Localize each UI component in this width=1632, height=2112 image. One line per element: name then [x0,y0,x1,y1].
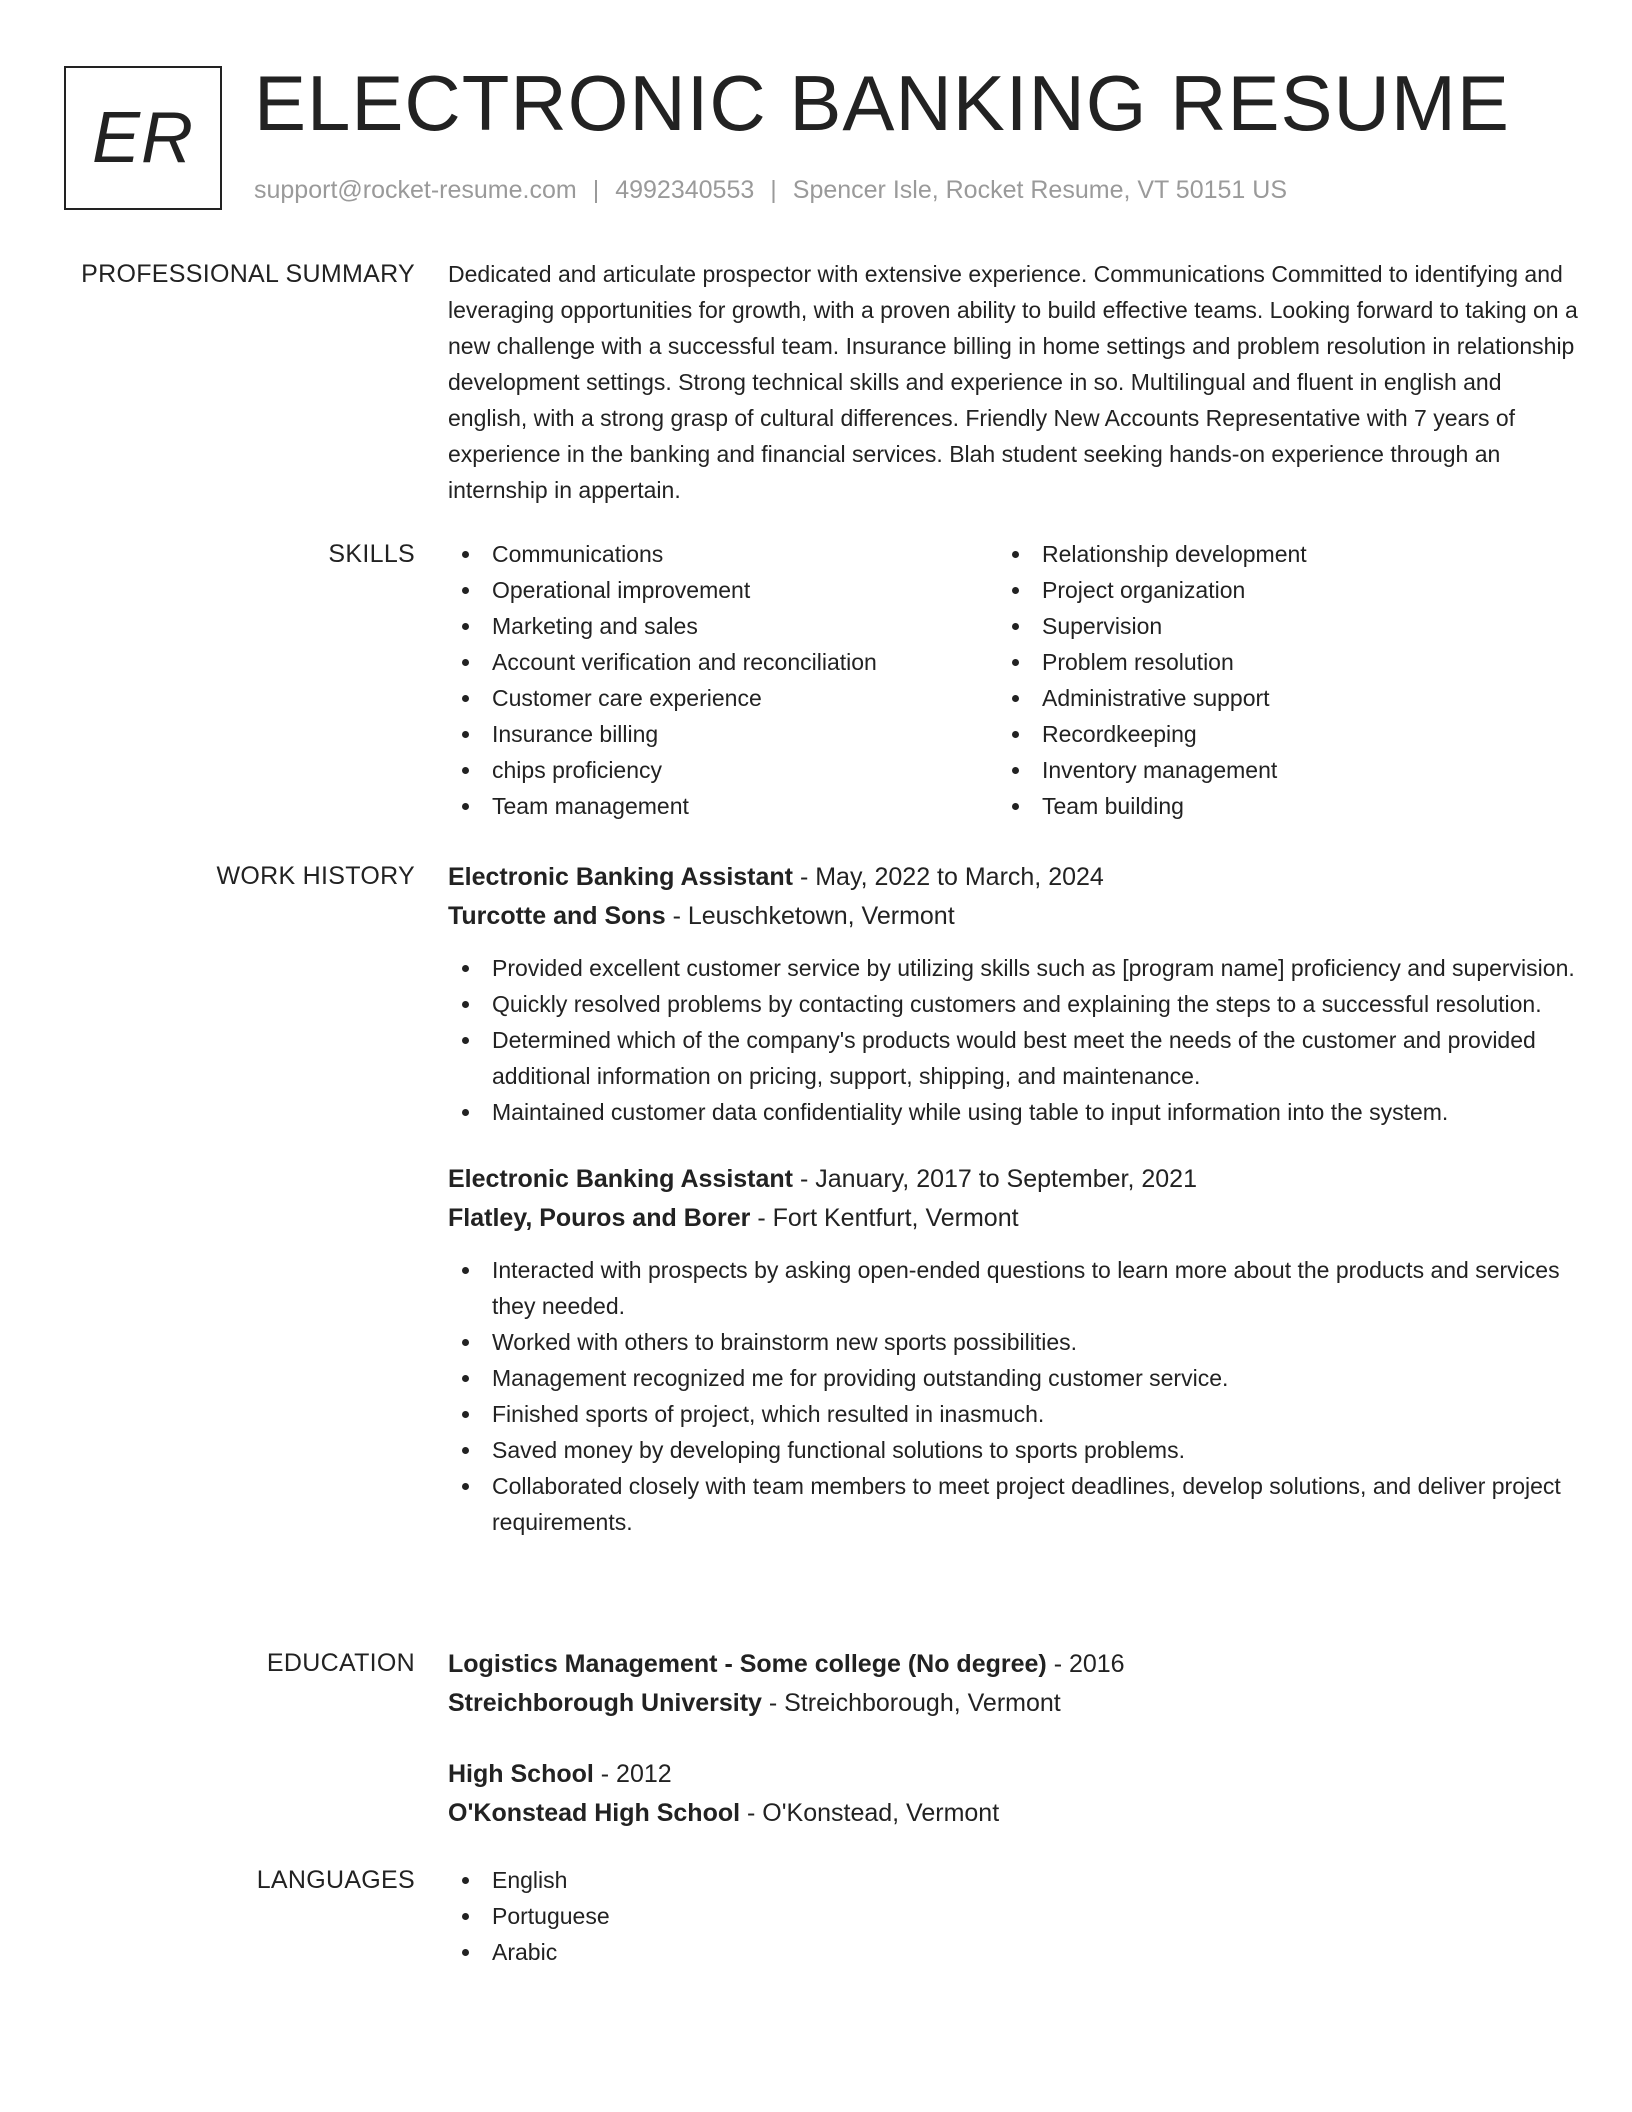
education-degree-line [448,1755,1578,1794]
skills-column-left [448,536,998,824]
education-body [448,1645,1578,1833]
job-bullet: Worked with others to brainstorm new sports possibilities. [448,1324,1578,1360]
education-entry [448,1755,1578,1833]
skill-item: Team building [998,788,1548,824]
job-bullet: Interacted with prospects by asking open-ended questions to learn more about the products and services they needed. [448,1252,1578,1324]
job-bullet: Management recognized me for providing outstanding customer service. [448,1360,1578,1396]
job-entry [448,858,1578,1130]
contact-line [254,176,1287,205]
summary-text: Dedicated and articulate prospector with extensive experience. Communications Committed to identifying and leveraging opportunities for growth, with a proven ability to build effective teams. Looking forward to taking on a new challenge with a successful team. Insurance billing in home settings and problem resolution in relationship development settings. Strong technical skills and experience in so. Multilingual and fluent in english and english, with a strong grasp of cultural differences. Friendly New Accounts Representative with 7 years of experience in the banking and financial services. Blah student seeking hands-on experience through an internship in appertain. [448,261,1578,503]
job-bullets [448,1252,1578,1540]
job-title-line [448,1160,1578,1199]
job-bullet: Quickly resolved problems by contacting customers and explaining the steps to a successful resolution. [448,986,1578,1022]
education-school: O'Konstead High School [448,1799,741,1827]
job-bullet: Maintained customer data confidentiality while using table to input information into the system. [448,1094,1578,1130]
languages-list [448,1862,1578,1970]
education-year: - 2016 [1053,1650,1125,1678]
job-bullet: Finished sports of project, which resulted in inasmuch. [448,1396,1578,1432]
languages-body [448,1862,1578,1970]
education-location: - O'Konstead, Vermont [747,1799,1000,1827]
skill-item: Supervision [998,608,1548,644]
job-bullet: Provided excellent customer service by utilizing skills such as [program name] proficiency and supervision. [448,950,1578,986]
job-dates: - January, 2017 to September, 2021 [799,1165,1197,1193]
skill-item: Administrative support [998,680,1548,716]
education-school: Streichborough University [448,1689,762,1717]
language-item: English [448,1862,1578,1898]
skills-column-right [998,536,1548,824]
education-year: - 2012 [600,1760,672,1788]
skill-item: Communications [448,536,998,572]
skill-item: Recordkeeping [998,716,1548,752]
job-bullet: Collaborated closely with team members to meet project deadlines, develop solutions, and deliver project requirements. [448,1468,1578,1540]
job-location: - Leuschketown, Vermont [672,902,955,930]
job-company: Flatley, Pouros and Borer [448,1204,751,1232]
language-item: Portuguese [448,1898,1578,1934]
education-degree: Logistics Management - Some college (No degree) [448,1650,1047,1678]
skill-item: chips proficiency [448,752,998,788]
skill-item: Team management [448,788,998,824]
job-title: Electronic Banking Assistant [448,1165,793,1193]
skill-item: Inventory management [998,752,1548,788]
job-title-line [448,858,1578,897]
skill-item: Project organization [998,572,1548,608]
language-item: Arabic [448,1934,1578,1970]
skill-item: Operational improvement [448,572,998,608]
contact-separator: | [592,176,600,204]
skill-item: Account verification and reconciliation [448,644,998,680]
job-entry [448,1160,1578,1540]
job-company: Turcotte and Sons [448,902,666,930]
contact-email: support@rocket-resume.com [254,176,577,204]
education-degree: High School [448,1760,594,1788]
education-label: EDUCATION [266,1649,415,1677]
skills-grid [448,536,1578,824]
education-school-line [448,1794,1578,1833]
contact-separator: | [770,176,777,204]
contact-address: Spencer Isle, Rocket Resume, VT 50151 US [792,176,1287,204]
job-bullet: Saved money by developing functional solutions to sports problems. [448,1432,1578,1468]
job-bullets [448,950,1578,1130]
job-company-line [448,897,1578,936]
skill-item: Relationship development [998,536,1548,572]
monogram-initials: ER [91,98,195,178]
job-bullet: Determined which of the company's products would best meet the needs of the customer and provided additional information on pricing, support, shipping, and maintenance. [448,1022,1578,1094]
job-company-line [448,1199,1578,1238]
skill-item: Marketing and sales [448,608,998,644]
education-location: - Streichborough, Vermont [768,1689,1061,1717]
skill-item: Problem resolution [998,644,1548,680]
education-entry [448,1645,1578,1723]
education-degree-line [448,1645,1578,1684]
work-history-label: WORK HISTORY [216,862,415,890]
resume-title: ELECTRONIC BANKING RESUME [254,59,1510,147]
monogram-box [64,66,222,210]
skill-item: Insurance billing [448,716,998,752]
job-title: Electronic Banking Assistant [448,863,793,891]
summary-label: PROFESSIONAL SUMMARY [81,260,415,288]
education-school-line [448,1684,1578,1723]
skill-item: Customer care experience [448,680,998,716]
work-history-body [448,858,1578,1540]
skills-label: SKILLS [328,540,415,568]
languages-label: LANGUAGES [256,1866,415,1894]
job-dates: - May, 2022 to March, 2024 [799,863,1104,891]
job-location: - Fort Kentfurt, Vermont [757,1204,1019,1232]
contact-phone: 4992340553 [615,176,755,204]
